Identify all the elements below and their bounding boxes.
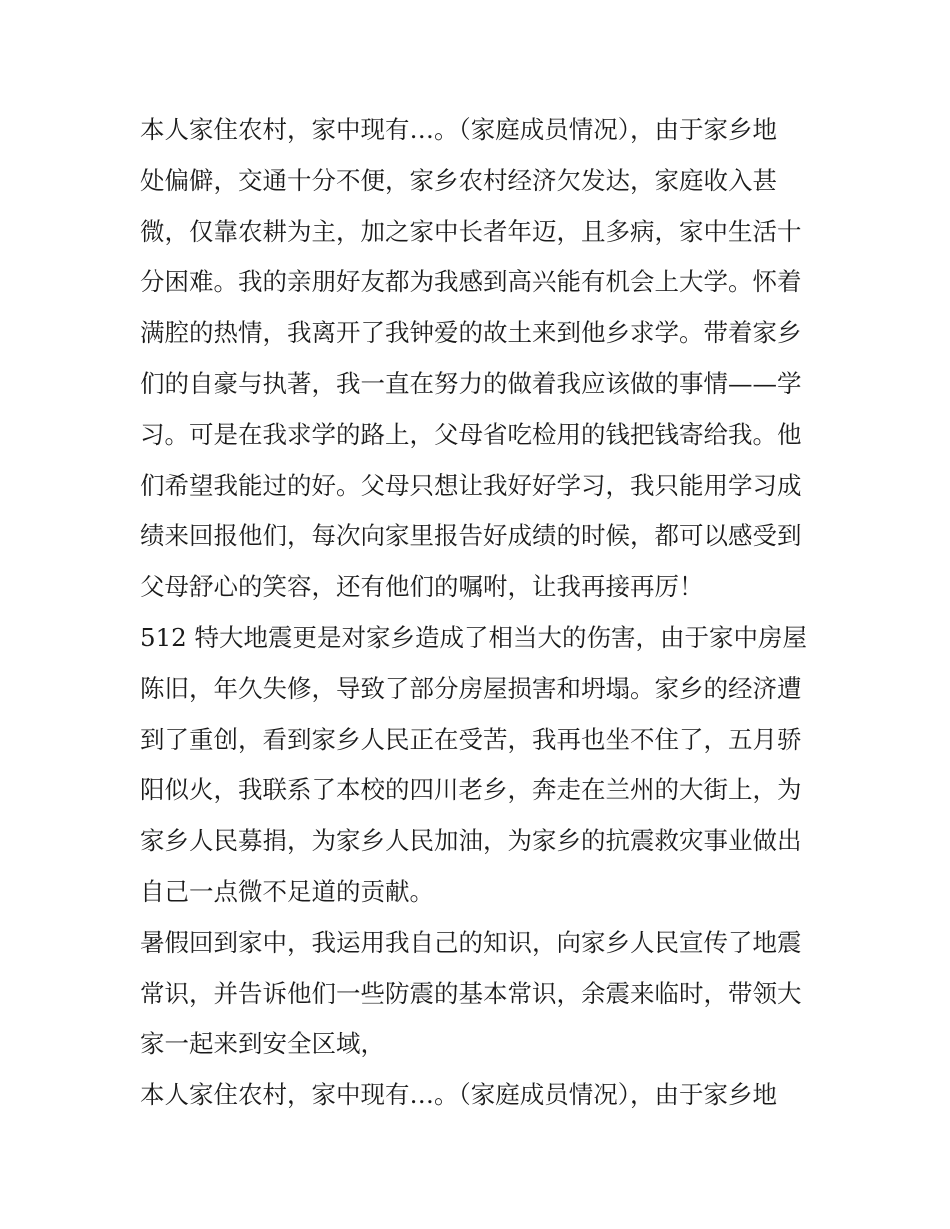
text-line: 阳似火，我联系了本校的四川老乡，奔走在兰州的大街上，为 — [140, 775, 802, 805]
text-line: 本人家住农村，家中现有…。（家庭成员情况），由于家乡地 — [140, 1080, 777, 1110]
text-line: 们希望我能过的好。父母只想让我好好学习，我只能用学习成 — [140, 470, 802, 500]
text-line: 们的自豪与执著，我一直在努力的做着我应该做的事情——学 — [140, 368, 802, 398]
text-line: 父母舒心的笑容，还有他们的嘱咐，让我再接再厉！ — [140, 572, 704, 602]
text-line: 分困难。我的亲朋好友都为我感到高兴能有机会上大学。怀着 — [140, 267, 802, 297]
document-body — [140, 105, 840, 1121]
text-line: 处偏僻，交通十分不便，家乡农村经济欠发达，家庭收入甚 — [140, 165, 777, 195]
text-line: 习。可是在我求学的路上，父母省吃检用的钱把钱寄给我。他 — [140, 419, 802, 449]
text-line: 本人家住农村，家中现有…。（家庭成员情况），由于家乡地 — [140, 115, 777, 144]
text-line: 微，仅靠农耕为主，加之家中长者年迈，且多病，家中生活十 — [140, 216, 802, 246]
text-line: 家乡人民募捐，为家乡人民加油，为家乡的抗震救灾事业做出 — [140, 826, 802, 856]
text-line: 绩来回报他们，每次向家里报告好成绩的时候，都可以感受到 — [140, 521, 802, 551]
text-line: 512 特大地震更是对家乡造成了相当大的伤害，由于家中房屋 — [140, 622, 808, 652]
text-line: 到了重创，看到家乡人民正在受苦，我再也坐不住了，五月骄 — [140, 724, 802, 754]
text-line: 家一起来到安全区域， — [140, 1029, 385, 1059]
text-line: 满腔的热情，我离开了我钟爱的故土来到他乡求学。带着家乡 — [140, 318, 802, 348]
text-line: 自己一点微不足道的贡献。 — [140, 876, 434, 906]
text-line: 常识，并告诉他们一些防震的基本常识，余震来临时，带领大 — [140, 978, 802, 1008]
text-line: 陈旧，年久失修，导致了部分房屋损害和坍塌。家乡的经济遭 — [140, 673, 802, 703]
text-line: 暑假回到家中，我运用我自己的知识，向家乡人民宣传了地震 — [140, 927, 802, 957]
